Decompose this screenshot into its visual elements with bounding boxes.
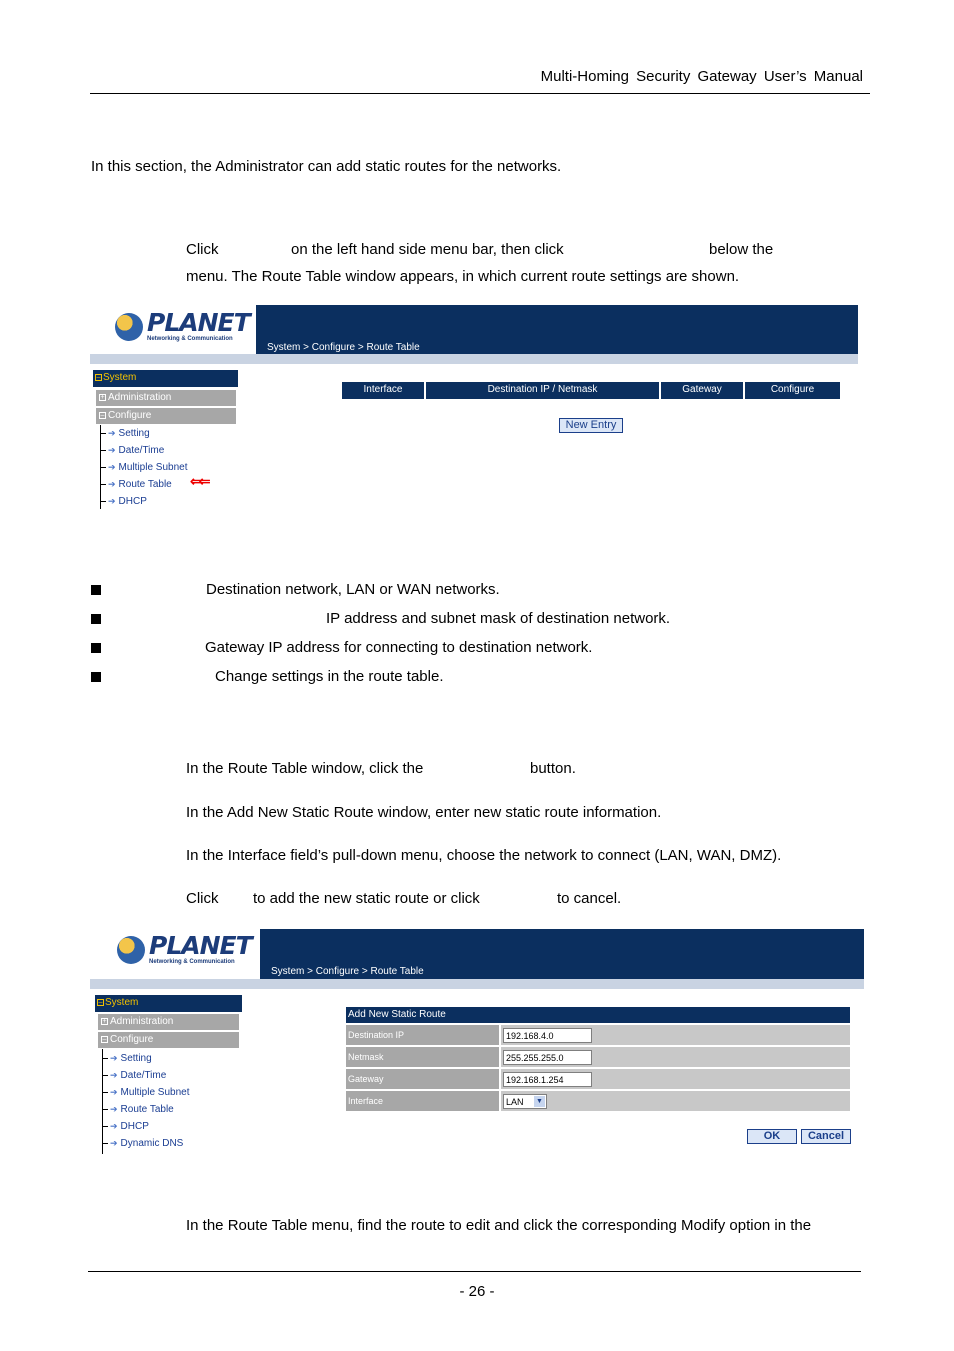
step-b: In the Add New Static Route window, enter new static route information.	[186, 804, 662, 821]
menu-item-dhcp[interactable]: ➔ DHCP	[100, 495, 147, 508]
step1-below: below the	[709, 241, 774, 258]
menu-item-multiple-subnet[interactable]: ➔ Multiple Subnet	[102, 1086, 189, 1099]
step-d-end: to cancel.	[557, 890, 622, 907]
interface-select[interactable]	[503, 1094, 547, 1109]
logo-word: PLANET	[149, 931, 252, 960]
label-destination-ip: Destination IP	[346, 1025, 499, 1045]
netmask-input[interactable]: 255.255.255.0	[503, 1050, 592, 1065]
menu-item-dhcp[interactable]: ➔ DHCP	[102, 1120, 149, 1133]
bullet-icon	[91, 672, 101, 682]
arrow-right-icon: ➔	[110, 1104, 118, 1114]
collapse-icon: –	[100, 412, 105, 419]
step-d-middle: to add the new static route or click	[253, 890, 480, 907]
step-d-click: Click	[186, 890, 219, 907]
expand-icon: +	[100, 394, 105, 401]
planet-logo	[115, 308, 250, 342]
bullet-configure-desc: Change settings in the route table.	[215, 668, 444, 685]
red-double-arrow-icon: ⇐⇐	[190, 473, 208, 489]
planet-logo	[117, 931, 252, 965]
arrow-right-icon: ➔	[110, 1053, 118, 1063]
bullet-destination-desc: IP address and subnet mask of destination network.	[326, 610, 671, 627]
menu-configure-label: Configure	[108, 410, 152, 421]
arrow-right-icon: ➔	[108, 428, 116, 438]
header-rule	[90, 93, 870, 94]
arrow-right-icon: ➔	[110, 1138, 118, 1148]
banner-strip	[90, 354, 858, 364]
row-bg	[501, 1091, 850, 1111]
destination-ip-input[interactable]: 192.168.4.0	[503, 1028, 592, 1043]
menu-system[interactable]	[95, 995, 242, 1012]
bullet-icon	[91, 614, 101, 624]
intro-paragraph: In this section, the Administrator can add static routes for the networks.	[91, 158, 562, 175]
arrow-right-icon: ➔	[110, 1087, 118, 1097]
menu-configure-label: Configure	[110, 1034, 154, 1045]
bullet-icon	[91, 643, 101, 653]
menu-item-setting[interactable]: ➔ Setting	[100, 427, 150, 440]
edit-paragraph: In the Route Table menu, find the route to edit and click the corresponding Modify option in the	[186, 1217, 812, 1234]
document-header-title: Multi-Homing Security Gateway User’s Manual	[540, 68, 863, 85]
page-number: - 26 -	[459, 1283, 495, 1300]
logo-subtitle: Networking & Communication	[147, 336, 233, 342]
step-a: In the Route Table window, click the	[186, 760, 424, 777]
bullet-interface-desc: Destination network, LAN or WAN networks.	[206, 581, 500, 598]
arrow-right-icon: ➔	[108, 462, 116, 472]
label-netmask: Netmask	[346, 1047, 499, 1067]
menu-configure[interactable]	[98, 1032, 239, 1048]
globe-icon	[115, 313, 143, 341]
breadcrumb: System > Configure > Route Table	[271, 966, 424, 977]
collapse-icon: –	[102, 1036, 107, 1043]
menu-administration-label: Administration	[108, 392, 172, 403]
bullet-gateway-desc: Gateway IP address for connecting to destination network.	[205, 639, 593, 656]
menu-administration[interactable]	[98, 1014, 239, 1030]
step-c: In the Interface field’s pull-down menu, choose the network to connect (LAN, WAN, DMZ).	[186, 847, 782, 864]
menu-item-dynamic-dns[interactable]: ➔ Dynamic DNS	[102, 1137, 183, 1150]
ok-button[interactable]: OK	[747, 1129, 797, 1144]
gateway-input[interactable]: 192.168.1.254	[503, 1072, 592, 1087]
menu-item-route-table[interactable]: ➔ Route Table	[102, 1103, 174, 1116]
menu-system-label: System	[103, 372, 137, 383]
menu-item-setting[interactable]: ➔ Setting	[102, 1052, 152, 1065]
arrow-right-icon: ➔	[110, 1121, 118, 1131]
menu-item-route-table[interactable]: ➔ Route Table	[100, 478, 172, 491]
banner-strip	[90, 979, 864, 989]
menu-system-label: System	[105, 997, 139, 1008]
breadcrumb: System > Configure > Route Table	[267, 342, 420, 353]
arrow-right-icon: ➔	[108, 496, 116, 506]
new-entry-button[interactable]: New Entry	[559, 418, 623, 433]
step-a-button: button.	[530, 760, 576, 777]
expand-icon: +	[102, 1018, 107, 1025]
bullet-icon	[91, 585, 101, 595]
menu-administration[interactable]	[96, 390, 236, 406]
step1-middle: on the left hand side menu bar, then click	[291, 241, 564, 258]
column-destination: Destination IP / Netmask	[426, 382, 659, 399]
label-interface: Interface	[346, 1091, 499, 1111]
collapse-icon: –	[98, 999, 103, 1006]
interface-select-value: LAN	[506, 1097, 524, 1107]
menu-configure[interactable]	[96, 408, 236, 424]
column-configure: Configure	[745, 382, 840, 399]
logo-subtitle: Networking & Communication	[149, 959, 235, 965]
route-table-screenshot	[90, 305, 858, 510]
step1-line2: menu. The Route Table window appears, in which current route settings are shown.	[186, 268, 740, 285]
collapse-icon: –	[96, 374, 101, 381]
menu-administration-label: Administration	[110, 1016, 174, 1027]
menu-item-multiple-subnet[interactable]: ➔ Multiple Subnet	[100, 461, 187, 474]
footer-rule	[88, 1271, 861, 1272]
add-static-route-screenshot	[90, 928, 864, 1156]
step1-click: Click	[186, 241, 219, 258]
chevron-down-icon: ▼	[534, 1096, 545, 1107]
form-title: Add New Static Route	[346, 1007, 850, 1023]
menu-system[interactable]	[93, 370, 238, 387]
menu-item-datetime[interactable]: ➔ Date/Time	[100, 444, 164, 457]
arrow-right-icon: ➔	[108, 445, 116, 455]
column-interface: Interface	[342, 382, 424, 399]
label-gateway: Gateway	[346, 1069, 499, 1089]
arrow-right-icon: ➔	[110, 1070, 118, 1080]
arrow-right-icon: ➔	[108, 479, 116, 489]
menu-item-datetime[interactable]: ➔ Date/Time	[102, 1069, 166, 1082]
logo-word: PLANET	[147, 308, 250, 337]
cancel-button[interactable]: Cancel	[801, 1129, 851, 1144]
column-gateway: Gateway	[661, 382, 743, 399]
globe-icon	[117, 936, 145, 964]
